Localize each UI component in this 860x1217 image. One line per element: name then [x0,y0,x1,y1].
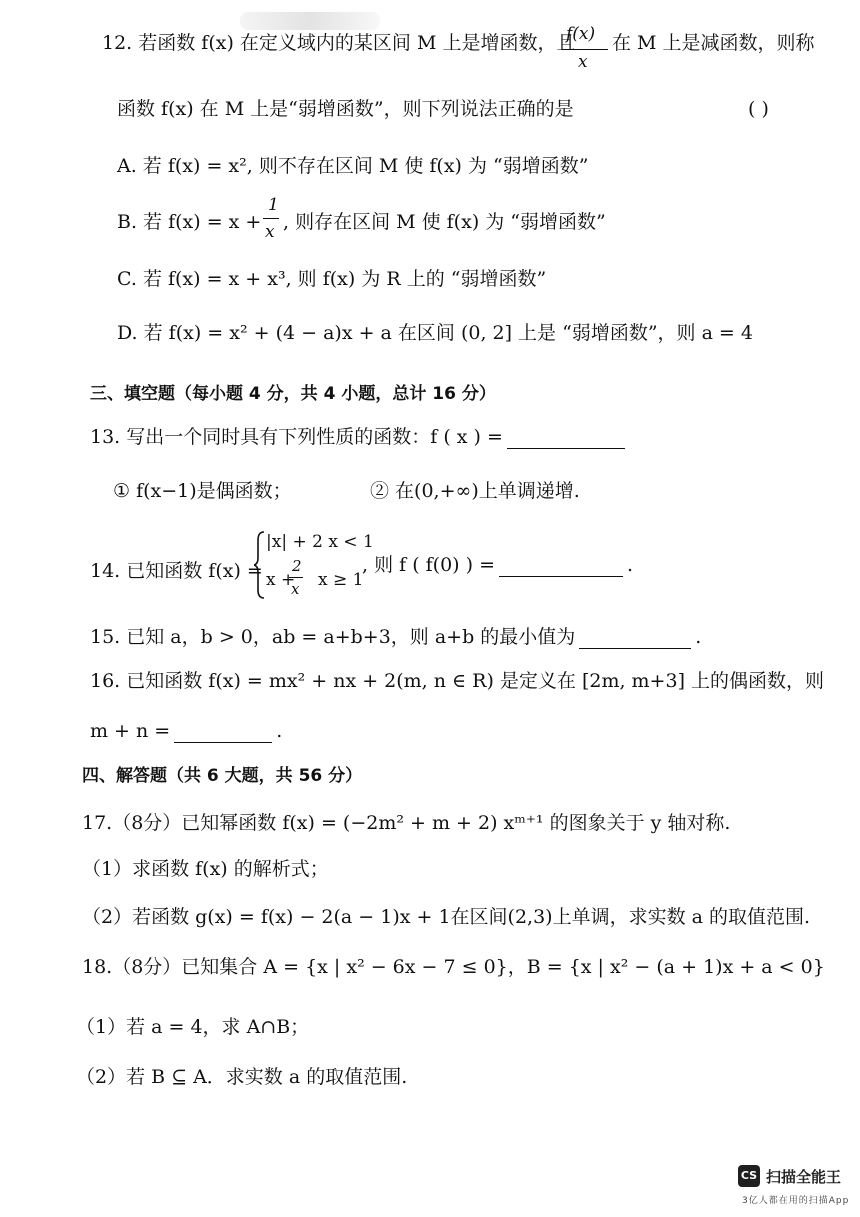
q12-option-c: C. 若 f(x) = x + x³, 则 f(x) 为 R 上的 “弱增函数” [117,268,547,290]
section-3-heading: 三、填空题（每小题 4 分，共 4 小题，总计 16 分） [90,384,496,404]
q14-case-2-prefix: x + [266,570,296,590]
section-4-heading: 四、解答题（共 6 大题，共 56 分） [82,766,363,786]
q18-line1: 18.（8分）已知集合 A = {x | x² − 6x − 7 ≤ 0}，B = {x | x² − (a + 1)x + a < 0} [82,956,825,978]
q14-case-2-frac-bar [289,577,303,578]
q12-line1-suffix: 在 M 上是减函数，则称 [612,32,815,54]
q14-case-2-condition: x ≥ 1 [318,570,364,590]
q16-answer-blank[interactable] [174,722,272,743]
q12-line1 [102,32,575,55]
q12-frac-denominator: x [578,52,588,72]
q12-line1-prefix: 12. 若函数 f(x) 在定义域内的某区间 M 上是增函数，且 [102,32,576,54]
q16-line2-prefix: m + n = [90,720,171,742]
q12-option-b-denominator: x [265,222,275,242]
q12-option-b-suffix: , 则存在区间 M 使 f(x) 为 “弱增函数” [283,211,606,233]
q17-part-2: （2）若函数 g(x) = f(x) − 2(a − 1)x + 1在区间(2,3)上单调，求实数 a 的取值范围. [82,906,811,928]
q12-option-b-numerator: 1 [268,195,279,215]
q14-left-brace [254,530,266,600]
q14-suffix-line [362,554,633,577]
q13-prefix: 13. 写出一个同时具有下列性质的函数：f ( x ) = [90,426,503,448]
q12-frac-bar [562,49,608,50]
q15-line [90,626,701,649]
q12-frac-numerator: f(x) [566,24,596,44]
q18-part-1: （1）若 a = 4，求 A∩B； [76,1016,310,1038]
camscanner-tagline: 3亿人都在用的扫描App [742,1196,850,1206]
q18-part-2: （2）若 B ⊆ A．求实数 a 的取值范围. [76,1066,408,1088]
q12-option-d: D. 若 f(x) = x² + (4 − a)x + a 在区间 (0, 2] 上是 “弱增函数”，则 a = 4 [117,322,753,344]
q14-period: . [627,554,634,576]
camscanner-logo-icon: CS [738,1165,760,1187]
q12-option-b-frac-bar [263,218,279,219]
q12-line2: 函数 f(x) 在 M 上是“弱增函数”，则下列说法正确的是 [117,98,574,120]
scan-smudge [240,12,380,30]
q16-line1: 16. 已知函数 f(x) = mx² + nx + 2(m, n ∈ R) 是定义在 [2m, m+3] 上的偶函数，则 [90,670,825,692]
q16-line2 [90,720,282,743]
q15-period: . [695,626,702,648]
q12-option-b-prefix: B. 若 f(x) = x + [117,211,262,233]
q15-text: 15. 已知 a，b > 0，ab = a+b+3，则 a+b 的最小值为 [90,626,576,648]
q13-answer-blank[interactable] [507,428,625,449]
q14-case-1: |x| + 2 x < 1 [266,532,374,552]
camscanner-name: 扫描全能王 [766,1168,842,1186]
q16-period: . [276,720,283,742]
q13-property-1: ① f(x−1)是偶函数； [113,480,292,502]
q14-prefix: 14. 已知函数 f(x) = [90,560,263,582]
q14-case-2-numerator: 2 [292,557,302,575]
q14-case-2-denominator: x [291,580,300,598]
q14-suffix: , 则 f ( f(0) ) = [362,554,496,576]
q17-part-1: （1）求函数 f(x) 的解析式； [82,858,329,880]
q12-option-a: A. 若 f(x) = x², 则不存在区间 M 使 f(x) 为 “弱增函数” [117,155,589,177]
q13-line [90,426,629,449]
q15-answer-blank[interactable] [579,628,691,649]
q13-property-2: ② 在(0,+∞)上单调递增. [370,480,580,502]
q14-answer-blank[interactable] [499,556,623,577]
q17-line1: 17.（8分）已知幂函数 f(x) = (−2m² + m + 2) xᵐ⁺¹ 的图象关于 y 轴对称. [82,812,731,834]
q12-answer-paren: ( ) [748,98,769,120]
